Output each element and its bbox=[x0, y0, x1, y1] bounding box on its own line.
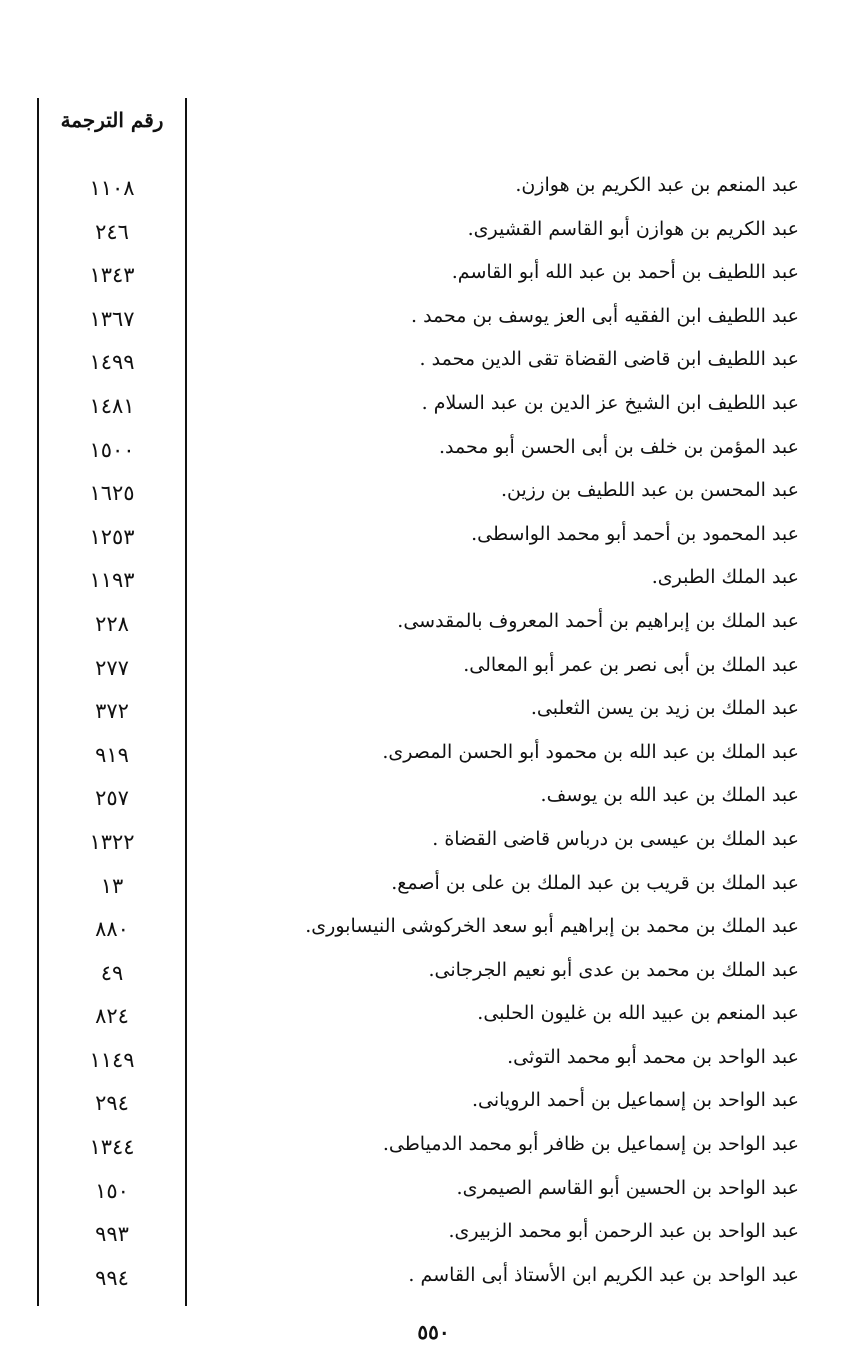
entry-number: ٤٩ bbox=[100, 960, 124, 985]
entry-name: عبد الملك بن عبد الله بن محمود أبو الحسن المصرى. bbox=[382, 740, 799, 763]
index-row bbox=[0, 953, 867, 997]
entry-name: عبد اللطيف ابن الشيخ عز الدين بن عبد السلام . bbox=[421, 391, 799, 414]
entry-number: ١٢٥٣ bbox=[89, 524, 135, 549]
index-row bbox=[0, 1083, 867, 1127]
entry-name: عبد الواحد بن الحسين أبو القاسم الصيمرى. bbox=[456, 1176, 799, 1199]
index-row bbox=[0, 473, 867, 517]
entry-name: عبد اللطيف ابن الفقيه أبى العز يوسف بن محمد . bbox=[411, 304, 799, 327]
index-row bbox=[0, 168, 867, 212]
entry-number: ١٤٨١ bbox=[89, 393, 135, 418]
entry-name: عبد الملك بن عبد الله بن يوسف. bbox=[540, 784, 799, 807]
entry-name: عبد الملك بن زيد بن يسن الثعلبى. bbox=[530, 697, 799, 720]
entry-name: عبد المؤمن بن خلف بن أبى الحسن أبو محمد. bbox=[438, 435, 799, 458]
entry-name: عبد الكريم بن هوازن أبو القاسم القشيرى. bbox=[467, 217, 799, 240]
entry-name: عبد الملك بن عيسى بن درباس قاضى القضاة . bbox=[432, 827, 799, 850]
entry-name: عبد الملك بن إبراهيم بن أحمد المعروف بالمقدسى. bbox=[397, 609, 799, 632]
index-row bbox=[0, 1258, 867, 1302]
entry-name: عبد المحمود بن أحمد أبو محمد الواسطى. bbox=[471, 522, 799, 545]
entry-name: عبد الملك بن قريب بن عبد الملك بن على بن أصمع. bbox=[391, 871, 799, 894]
index-row bbox=[0, 735, 867, 779]
index-row bbox=[0, 560, 867, 604]
index-row bbox=[0, 691, 867, 735]
index-row bbox=[0, 255, 867, 299]
entry-number: ١١٩٣ bbox=[89, 568, 135, 593]
entry-number: ١٣٤٣ bbox=[89, 263, 135, 288]
entry-number: ١١٤٩ bbox=[89, 1047, 135, 1072]
index-row bbox=[0, 648, 867, 692]
entry-number: ١٣٤٤ bbox=[89, 1135, 135, 1160]
entry-number: ٩١٩ bbox=[95, 742, 129, 767]
index-row bbox=[0, 604, 867, 648]
number-column-header: رقم الترجمة bbox=[60, 108, 164, 132]
entry-number: ٢٩٤ bbox=[95, 1091, 129, 1116]
entry-number: ١٣٦٧ bbox=[89, 306, 135, 331]
entry-name: عبد الواحد بن عبد الرحمن أبو محمد الزبيرى. bbox=[448, 1220, 799, 1243]
entry-name: عبد الملك بن محمد بن عدى أبو نعيم الجرجانى. bbox=[428, 958, 799, 981]
index-row bbox=[0, 1171, 867, 1215]
index-row bbox=[0, 1040, 867, 1084]
entry-number: ٣٧٢ bbox=[95, 699, 129, 724]
index-row bbox=[0, 212, 867, 256]
entry-number: ٢٥٧ bbox=[95, 786, 129, 811]
entry-number: ١٥٠٠ bbox=[89, 437, 135, 462]
entry-name: عبد الواحد بن إسماعيل بن أحمد الرويانى. bbox=[471, 1089, 799, 1112]
entry-name: عبد الواحد بن محمد أبو محمد التوثى. bbox=[507, 1045, 799, 1068]
entry-name: عبد اللطيف ابن قاضى القضاة تقى الدين محمد . bbox=[419, 348, 799, 371]
entry-number: ١٣٢٢ bbox=[89, 829, 135, 854]
entry-number: ١١٠٨ bbox=[89, 176, 135, 200]
page-number: ٥٥٠ bbox=[417, 1320, 450, 1344]
entry-name: عبد المحسن بن عبد اللطيف بن رزين. bbox=[500, 479, 799, 502]
index-entries bbox=[0, 168, 867, 1301]
index-row bbox=[0, 430, 867, 474]
index-row bbox=[0, 386, 867, 430]
entry-number: ٩٩٤ bbox=[95, 1265, 129, 1290]
entry-number: ١٤٩٩ bbox=[89, 350, 135, 375]
entry-name: عبد المنعم بن عبد الكريم بن هوازن. bbox=[515, 174, 799, 196]
index-row bbox=[0, 299, 867, 343]
index-row bbox=[0, 866, 867, 910]
index-row bbox=[0, 909, 867, 953]
entry-number: ١٦٢٥ bbox=[89, 481, 135, 506]
index-row bbox=[0, 1214, 867, 1258]
entry-name: عبد المنعم بن عبيد الله بن غليون الحلبى. bbox=[477, 1002, 799, 1025]
entry-number: ٢٤٦ bbox=[95, 219, 129, 244]
entry-number: ١٣ bbox=[100, 873, 124, 898]
entry-name: عبد اللطيف بن أحمد بن عبد الله أبو القاسم. bbox=[451, 261, 799, 284]
entry-name: عبد الملك بن أبى نصر بن عمر أبو المعالى. bbox=[463, 653, 799, 676]
entry-number: ٩٩٣ bbox=[95, 1222, 129, 1247]
index-row bbox=[0, 778, 867, 822]
entry-number: ٢٢٨ bbox=[95, 611, 129, 636]
index-row bbox=[0, 342, 867, 386]
index-row bbox=[0, 996, 867, 1040]
entry-number: ٨٨٠ bbox=[95, 917, 129, 942]
index-row bbox=[0, 1127, 867, 1171]
entry-number: ٢٧٧ bbox=[95, 655, 129, 680]
entry-name: عبد الواحد بن إسماعيل بن ظافر أبو محمد الدمياطى. bbox=[382, 1133, 799, 1156]
index-row bbox=[0, 822, 867, 866]
entry-name: عبد الملك بن محمد بن إبراهيم أبو سعد الخركوشى النيسابورى. bbox=[305, 915, 799, 938]
index-row bbox=[0, 517, 867, 561]
entry-number: ١٥٠ bbox=[95, 1178, 129, 1203]
entry-name: عبد الواحد بن عبد الكريم ابن الأستاذ أبى القاسم . bbox=[408, 1263, 799, 1286]
entry-name: عبد الملك الطبرى. bbox=[651, 566, 799, 589]
entry-number: ٨٢٤ bbox=[95, 1004, 129, 1029]
